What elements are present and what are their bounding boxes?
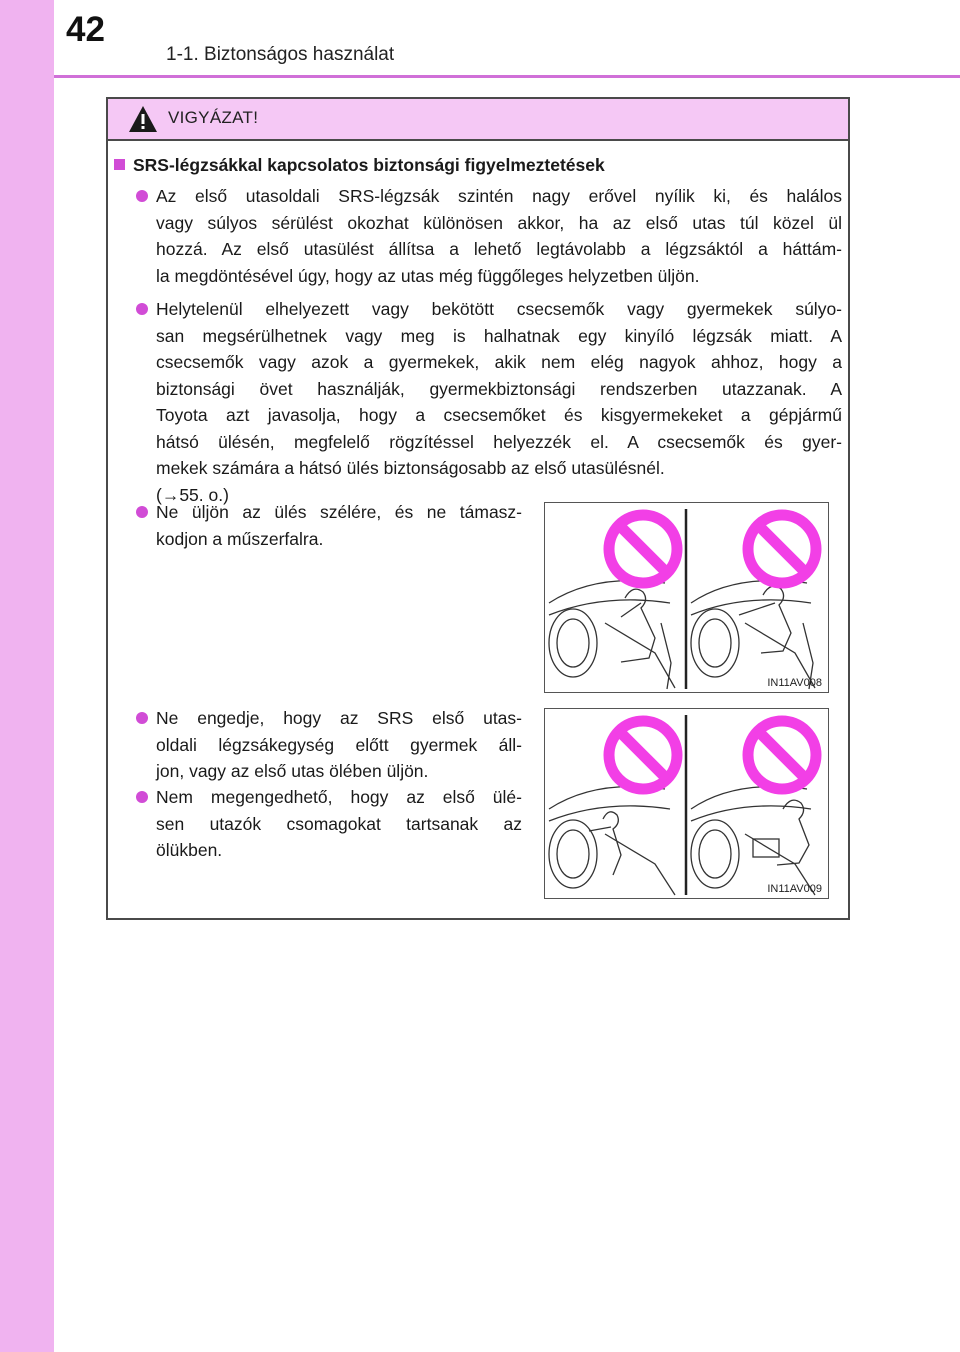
list-item (156, 183, 842, 289)
page-reference: (→55. o.) (156, 484, 229, 505)
header-divider (54, 75, 960, 78)
figure-code: IN11AV009 (767, 883, 822, 895)
list-item (156, 499, 522, 552)
round-bullet-icon (136, 303, 148, 315)
text-line: Helytelenül elhelyezett vagy bekötött csecsemők vagy gyermekek súlyo- (156, 299, 842, 319)
text-line: oldali légzsákegység előtt gyermek áll- (156, 734, 522, 755)
list-item (156, 296, 842, 508)
text-line: hátsó ülésén, megfelelő rögzítéssel helyezzék el. A csecsemők és gyer- (156, 431, 842, 452)
list-item (156, 705, 522, 785)
square-bullet-icon (114, 159, 125, 170)
illustration-no-leaning-dashboard (544, 502, 829, 693)
caution-label: VIGYÁZAT! (168, 108, 259, 127)
car-interior-illustration (545, 709, 827, 897)
text-line: Ne engedje, hogy az SRS első utas- (156, 708, 522, 728)
round-bullet-icon (136, 791, 148, 803)
text-line: Az első utasoldali SRS-légzsák szintén nagy erővel nyílik ki, és halálos (156, 186, 842, 206)
text-line: biztonsági övet használják, gyermekbiztonsági rendszerben utazzanak. A (156, 378, 842, 399)
caution-box (106, 97, 850, 920)
text-line: san megsérülhetnek vagy meg is halhatnak egy kinyíló légzsák miatt. A (156, 325, 842, 346)
section-heading (114, 155, 605, 176)
page-section-title: 1-1. Biztonságos használat (166, 44, 395, 65)
text-line: csecsemők vagy azok a gyermekek, akik nem elég nagyok ahhoz, hogy a (156, 352, 842, 372)
section-heading-text: SRS-légzsákkal kapcsolatos biztonsági figyelmeztetések (133, 155, 605, 175)
illustration-no-child-front (544, 708, 829, 899)
text-line: ölükben. (156, 840, 223, 860)
text-line: Toyota azt javasolja, hogy a csecsemőket és kisgyermekeket a gépjármű (156, 405, 842, 425)
caution-header (108, 99, 848, 141)
figure-code: IN11AV008 (767, 677, 822, 689)
text-line: jon, vagy az első utas ölében üljön. (156, 761, 429, 781)
text-line: Nem megengedhető, hogy az első ülé- (156, 787, 522, 807)
text-line: sen utazók csomagokat tartsanak az (156, 813, 522, 834)
warning-triangle-icon (128, 105, 158, 133)
text-line: Ne üljön az ülés szélére, és ne támasz- (156, 502, 522, 522)
text-line: kodjon a műszerfalra. (156, 528, 324, 549)
text-line: hozzá. Az első utasülést állítsa a lehető legtávolabb a légzsáktól a háttám- (156, 239, 842, 259)
car-interior-illustration (545, 503, 827, 691)
list-item (156, 784, 522, 864)
round-bullet-icon (136, 506, 148, 518)
text-line: mekek számára a hátsó ülés biztonságosabb az első utasülésnél. (156, 458, 665, 478)
round-bullet-icon (136, 190, 148, 202)
page-number: 42 (66, 10, 105, 49)
chapter-side-tab (0, 0, 54, 1352)
text-line: vagy súlyos sérülést okozhat különösen akkor, ha az első utas túl közel ül (156, 212, 842, 233)
round-bullet-icon (136, 712, 148, 724)
text-line: la megdöntésével úgy, hogy az utas még függőleges helyzetben üljön. (156, 265, 700, 286)
